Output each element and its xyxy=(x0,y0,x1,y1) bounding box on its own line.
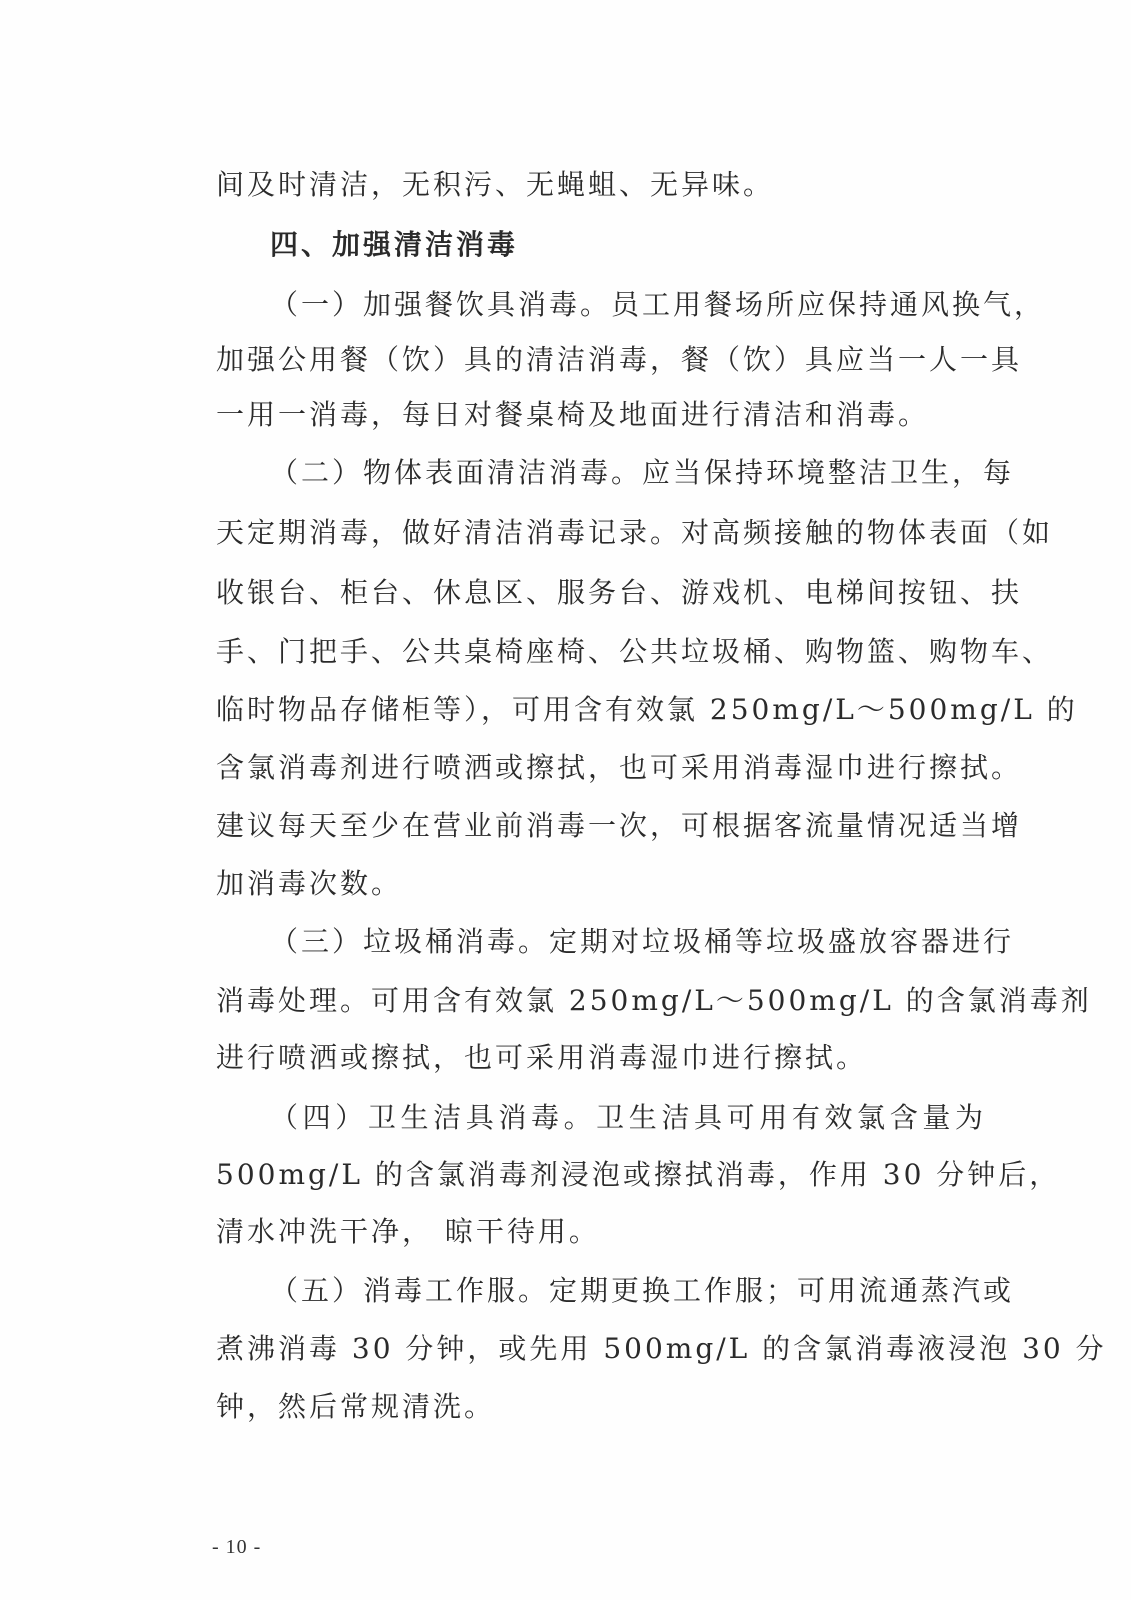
text-line: 含氯消毒剂进行喷洒或擦拭，也可采用消毒湿巾进行擦拭。 xyxy=(216,751,1023,784)
text-line: 消毒处理。可用含有效氯 250mg/L～500mg/L 的含氯消毒剂 xyxy=(216,984,1092,1017)
text-line: 钟，然后常规清洗。 xyxy=(216,1390,496,1423)
text-line: 一用一消毒，每日对餐桌椅及地面进行清洁和消毒。 xyxy=(216,398,930,431)
text-line: 间及时清洁，无积污、无蝇蛆、无异味。 xyxy=(216,168,775,201)
text-line: （五）消毒工作服。定期更换工作服；可用流通蒸汽或 xyxy=(270,1274,1015,1307)
text-line: （二）物体表面清洁消毒。应当保持环境整洁卫生，每 xyxy=(270,456,1015,489)
text-line: 收银台、柜台、休息区、服务台、游戏机、电梯间按钮、扶 xyxy=(216,576,1023,609)
text-line: 500mg/L 的含氯消毒剂浸泡或擦拭消毒，作用 30 分钟后， xyxy=(216,1158,1061,1191)
text-line: 加强公用餐（饮）具的清洁消毒，餐（饮）具应当一人一具 xyxy=(216,343,1023,376)
text-line: 手、门把手、公共桌椅座椅、公共垃圾桶、购物篮、购物车、 xyxy=(216,635,1054,668)
text-line: 临时物品存储柜等），可用含有效氯 250mg/L～500mg/L 的 xyxy=(216,693,1078,726)
text-line: 清水冲洗干净， 晾干待用。 xyxy=(216,1215,600,1248)
text-line: 煮沸消毒 30 分钟，或先用 500mg/L 的含氯消毒液浸泡 30 分 xyxy=(216,1332,1107,1365)
text-line: （四）卫生洁具消毒。卫生洁具可用有效氯含量为 xyxy=(270,1101,986,1134)
text-line: 天定期消毒，做好清洁消毒记录。对高频接触的物体表面（如 xyxy=(216,516,1054,549)
text-line: 建议每天至少在营业前消毒一次，可根据客流量情况适当增 xyxy=(216,809,1023,842)
section-heading: 四、加强清洁消毒 xyxy=(270,228,519,261)
text-line: 加消毒次数。 xyxy=(216,867,403,900)
text-line: 进行喷洒或擦拭，也可采用消毒湿巾进行擦拭。 xyxy=(216,1041,868,1074)
page-number: - 10 - xyxy=(212,1536,262,1558)
text-line: （一）加强餐饮具消毒。员工用餐场所应保持通风换气， xyxy=(270,288,1046,321)
text-line: （三）垃圾桶消毒。定期对垃圾桶等垃圾盛放容器进行 xyxy=(270,925,1015,958)
